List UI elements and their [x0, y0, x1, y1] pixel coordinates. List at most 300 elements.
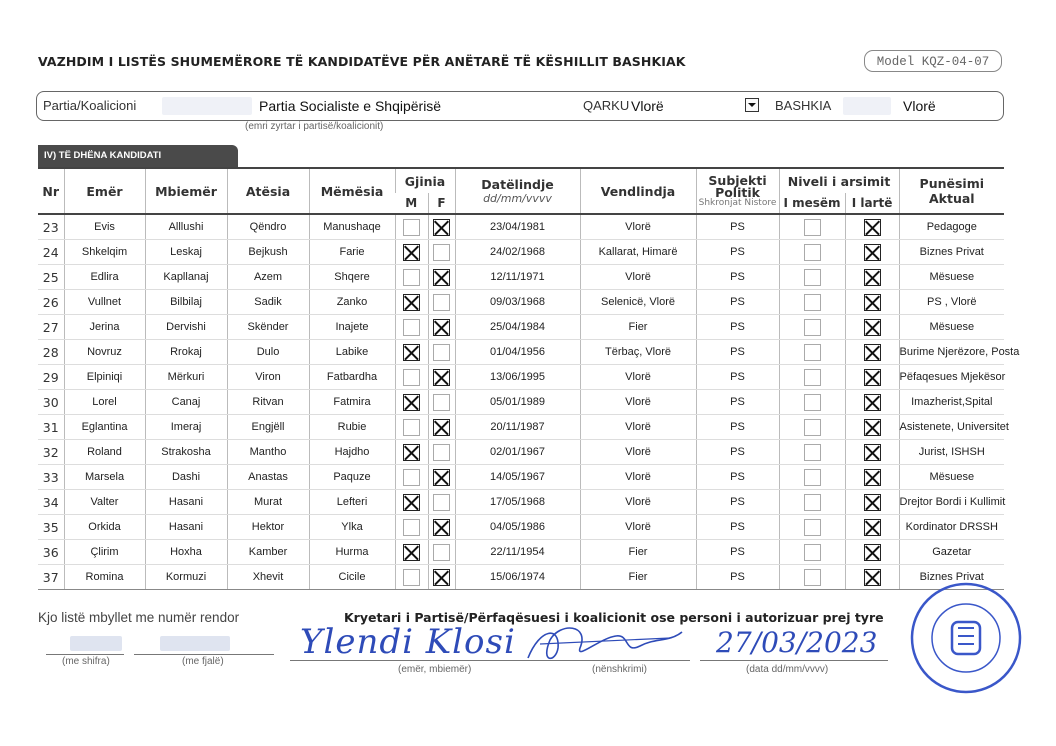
cell-emer: Roland — [64, 440, 145, 465]
checkbox-icon[interactable] — [403, 444, 420, 461]
gender-f-cell — [428, 240, 455, 265]
cell-punesimi: Kordinator DRSSH — [899, 515, 1004, 540]
gender-f-cell — [428, 540, 455, 565]
cell-vendlindja: Vlorë — [580, 490, 696, 515]
cell-atesia: Anastas — [227, 465, 309, 490]
cell-punesimi: Pëfaqesues Mjekësor — [899, 365, 1004, 390]
cell-memesia: Shqere — [309, 265, 395, 290]
cell-atesia: Azem — [227, 265, 309, 290]
edu-mesem-cell — [779, 315, 845, 340]
col-punesimi: Punësimi Aktual — [899, 168, 1004, 214]
date-format: dd/mm/vvvv — [483, 192, 552, 205]
cell-datelindje: 15/06/1974 — [455, 565, 580, 590]
table-row — [38, 440, 1004, 465]
col-larte: I lartë — [845, 193, 899, 214]
col-mesem: I mesëm — [779, 193, 845, 214]
col-f: F — [428, 193, 455, 214]
cell-subjekti: PS — [696, 240, 779, 265]
edu-mesem-cell — [779, 565, 845, 590]
handwritten-name: Ylendi Klosi — [300, 622, 516, 662]
cell-datelindje: 01/04/1956 — [455, 340, 580, 365]
cell-mbiemer: Bilbilaj — [145, 290, 227, 315]
checkbox-icon[interactable] — [804, 394, 821, 411]
gender-m-cell — [395, 315, 428, 340]
cell-vendlindja: Kallarat, Himarë — [580, 240, 696, 265]
cell-atesia: Qëndro — [227, 214, 309, 240]
cell-vendlindja: Vlorë — [580, 265, 696, 290]
checkbox-icon[interactable] — [433, 294, 450, 311]
checkbox-icon[interactable] — [864, 369, 881, 386]
gender-m-cell — [395, 365, 428, 390]
cell-mbiemer: Imeraj — [145, 415, 227, 440]
edu-mesem-cell — [779, 290, 845, 315]
row-number: 28 — [38, 340, 64, 365]
cell-memesia: Zanko — [309, 290, 395, 315]
gender-f-cell — [428, 290, 455, 315]
cell-punesimi: Jurist, ISHSH — [899, 440, 1004, 465]
edu-mesem-cell — [779, 340, 845, 365]
gender-m-cell — [395, 540, 428, 565]
edu-larte-cell — [845, 415, 899, 440]
cell-atesia: Bejkush — [227, 240, 309, 265]
cell-emer: Evis — [64, 214, 145, 240]
col-subjekti — [696, 168, 779, 214]
cell-emer: Eglantina — [64, 415, 145, 440]
checkbox-icon[interactable] — [864, 419, 881, 436]
cell-emer: Orkida — [64, 515, 145, 540]
signature-icon — [520, 618, 690, 668]
cell-mbiemer: Mërkuri — [145, 365, 227, 390]
cell-punesimi: Biznes Privat — [899, 240, 1004, 265]
row-number: 27 — [38, 315, 64, 340]
cell-memesia: Rubie — [309, 415, 395, 440]
model-code: Model KQZ-04-07 — [864, 50, 1002, 72]
checkbox-icon[interactable] — [403, 419, 420, 436]
shifra-line — [46, 654, 124, 655]
cell-datelindje: 12/11/1971 — [455, 265, 580, 290]
cell-datelindje: 22/11/1954 — [455, 540, 580, 565]
gender-m-cell — [395, 290, 428, 315]
gender-f-cell — [428, 465, 455, 490]
party-sublabel: (emri zyrtar i partisë/koalicionit) — [245, 121, 384, 132]
checkbox-icon[interactable] — [433, 569, 450, 586]
row-number: 37 — [38, 565, 64, 590]
cell-vendlindja: Vlorë — [580, 515, 696, 540]
checkbox-icon[interactable] — [403, 519, 420, 536]
edu-larte-cell — [845, 365, 899, 390]
party-field — [36, 91, 1004, 121]
edu-mesem-cell — [779, 214, 845, 240]
table-row — [38, 240, 1004, 265]
checkbox-icon[interactable] — [403, 469, 420, 486]
checkbox-icon[interactable] — [864, 394, 881, 411]
edu-mesem-cell — [779, 390, 845, 415]
checkbox-icon[interactable] — [864, 519, 881, 536]
checkbox-icon[interactable] — [804, 294, 821, 311]
fjale-label: (me fjalë) — [182, 656, 224, 667]
cell-mbiemer: Dashi — [145, 465, 227, 490]
cell-datelindje: 24/02/1968 — [455, 240, 580, 265]
checkbox-icon[interactable] — [864, 569, 881, 586]
cell-emer: Elpiniqi — [64, 365, 145, 390]
table-row — [38, 565, 1004, 590]
cell-datelindje: 14/05/1967 — [455, 465, 580, 490]
party-value[interactable]: Partia Socialiste e Shqipërisë — [259, 98, 442, 114]
checkbox-icon[interactable] — [804, 244, 821, 261]
cell-mbiemer: Hasani — [145, 490, 227, 515]
checkbox-icon[interactable] — [804, 444, 821, 461]
bashkia-value[interactable]: Vlorë — [903, 98, 936, 114]
cell-mbiemer: Kapllanaj — [145, 265, 227, 290]
checkbox-icon[interactable] — [864, 319, 881, 336]
cell-punesimi: Mësuese — [899, 315, 1004, 340]
qarku-label: QARKU — [583, 98, 630, 113]
edu-mesem-cell — [779, 440, 845, 465]
gender-f-cell — [428, 214, 455, 240]
gender-m-cell — [395, 390, 428, 415]
checkbox-icon[interactable] — [403, 369, 420, 386]
edu-larte-cell — [845, 214, 899, 240]
cell-mbiemer: Kormuzi — [145, 565, 227, 590]
cell-mbiemer: Rrokaj — [145, 340, 227, 365]
checkbox-icon[interactable] — [804, 219, 821, 236]
cell-subjekti: PS — [696, 565, 779, 590]
cell-atesia: Ritvan — [227, 390, 309, 415]
cell-punesimi: Drejtor Bordi i Kullimit — [899, 490, 1004, 515]
col-niveli: Niveli i arsimit — [779, 168, 899, 193]
cell-atesia: Dulo — [227, 340, 309, 365]
cell-mbiemer: Hoxha — [145, 540, 227, 565]
cell-memesia: Farie — [309, 240, 395, 265]
gender-m-cell — [395, 515, 428, 540]
edu-larte-cell — [845, 540, 899, 565]
row-number: 34 — [38, 490, 64, 515]
checkbox-icon[interactable] — [804, 344, 821, 361]
subjekti-sublabel: Shkronjat Nistore — [698, 197, 777, 208]
redaction — [843, 97, 891, 115]
checkbox-icon[interactable] — [403, 344, 420, 361]
cell-punesimi: Asistenete, Universitet — [899, 415, 1004, 440]
section-tab: IV) TË DHËNA KANDIDATI — [38, 145, 238, 167]
cell-atesia: Hektor — [227, 515, 309, 540]
cell-emer: Novruz — [64, 340, 145, 365]
checkbox-icon[interactable] — [433, 469, 450, 486]
cell-vendlindja: Tërbaç, Vlorë — [580, 340, 696, 365]
checkbox-icon[interactable] — [433, 444, 450, 461]
checkbox-icon[interactable] — [403, 319, 420, 336]
checkbox-icon[interactable] — [433, 419, 450, 436]
cell-memesia: Manushaqe — [309, 214, 395, 240]
cell-subjekti: PS — [696, 290, 779, 315]
table-row — [38, 415, 1004, 440]
checkbox-icon[interactable] — [804, 569, 821, 586]
edu-mesem-cell — [779, 540, 845, 565]
edu-mesem-cell — [779, 515, 845, 540]
cell-mbiemer: Leskaj — [145, 240, 227, 265]
shifra-label: (me shifra) — [62, 656, 110, 667]
cell-vendlindja: Vlorë — [580, 415, 696, 440]
edu-larte-cell — [845, 440, 899, 465]
cell-datelindje: 23/04/1981 — [455, 214, 580, 240]
cell-vendlindja: Fier — [580, 565, 696, 590]
edu-larte-cell — [845, 340, 899, 365]
cell-punesimi: Mësuese — [899, 265, 1004, 290]
checkbox-icon[interactable] — [403, 569, 420, 586]
cell-punesimi: Burime Njerëzore, Posta — [899, 340, 1004, 365]
cell-subjekti: PS — [696, 490, 779, 515]
cell-vendlindja: Vlorë — [580, 390, 696, 415]
checkbox-icon[interactable] — [433, 494, 450, 511]
cell-emer: Çlirim — [64, 540, 145, 565]
gender-f-cell — [428, 565, 455, 590]
cell-emer: Shkelqim — [64, 240, 145, 265]
checkbox-icon[interactable] — [864, 344, 881, 361]
cell-memesia: Fatbardha — [309, 365, 395, 390]
cell-subjekti: PS — [696, 390, 779, 415]
col-emer: Emër — [64, 168, 145, 214]
cell-memesia: Ylka — [309, 515, 395, 540]
cell-atesia: Engjëll — [227, 415, 309, 440]
cell-memesia: Fatmira — [309, 390, 395, 415]
cell-subjekti: PS — [696, 515, 779, 540]
cell-vendlindja: Selenicë, Vlorë — [580, 290, 696, 315]
checkbox-icon[interactable] — [403, 269, 420, 286]
date-label: (data dd/mm/vvvv) — [746, 664, 829, 675]
cell-emer: Marsela — [64, 465, 145, 490]
table-row — [38, 465, 1004, 490]
cell-emer: Vullnet — [64, 290, 145, 315]
col-vendlindja: Vendlindja — [580, 168, 696, 214]
row-number: 36 — [38, 540, 64, 565]
col-mbiemer: Mbiemër — [145, 168, 227, 214]
checkbox-icon[interactable] — [864, 294, 881, 311]
subjekti-label: Subjekti Politik — [708, 172, 767, 200]
gender-m-cell — [395, 214, 428, 240]
cell-datelindje: 25/04/1984 — [455, 315, 580, 340]
checkbox-icon[interactable] — [864, 494, 881, 511]
cell-memesia: Cicile — [309, 565, 395, 590]
checkbox-icon[interactable] — [804, 369, 821, 386]
checkbox-icon[interactable] — [433, 219, 450, 236]
gender-f-cell — [428, 390, 455, 415]
cell-punesimi: Gazetar — [899, 540, 1004, 565]
table-row — [38, 265, 1004, 290]
checkbox-icon[interactable] — [433, 544, 450, 561]
checkbox-icon[interactable] — [804, 544, 821, 561]
closing-label: Kjo listë mbyllet me numër rendor — [38, 610, 240, 625]
gender-m-cell — [395, 340, 428, 365]
qarku-value[interactable]: Vlorë — [631, 98, 664, 114]
checkbox-icon[interactable] — [433, 344, 450, 361]
redaction — [162, 97, 252, 115]
row-number: 25 — [38, 265, 64, 290]
stamp-icon — [906, 578, 1026, 698]
cell-atesia: Xhevit — [227, 565, 309, 590]
table-row — [38, 340, 1004, 365]
cell-datelindje: 13/06/1995 — [455, 365, 580, 390]
cell-datelindje: 17/05/1968 — [455, 490, 580, 515]
cell-atesia: Sadik — [227, 290, 309, 315]
checkbox-icon[interactable] — [403, 494, 420, 511]
row-number: 29 — [38, 365, 64, 390]
checkbox-icon[interactable] — [804, 319, 821, 336]
cell-mbiemer: Alllushi — [145, 214, 227, 240]
cell-subjekti: PS — [696, 214, 779, 240]
cell-memesia: Lefteri — [309, 490, 395, 515]
gender-f-cell — [428, 265, 455, 290]
cell-punesimi: Pedagoge — [899, 214, 1004, 240]
fjale-line — [134, 654, 274, 655]
checkbox-icon[interactable] — [864, 219, 881, 236]
signatory-label: Kryetari i Partisë/Përfaqësuesi i koalicionit ose personi i autorizuar prej tyre — [344, 610, 884, 625]
table-row — [38, 214, 1004, 240]
checkbox-icon[interactable] — [864, 244, 881, 261]
checkbox-icon[interactable] — [804, 269, 821, 286]
party-label: Partia/Koalicioni — [43, 98, 137, 113]
gender-m-cell — [395, 240, 428, 265]
cell-memesia: Inajete — [309, 315, 395, 340]
table-body — [38, 214, 1020, 590]
cell-vendlindja: Vlorë — [580, 440, 696, 465]
col-nr: Nr — [38, 168, 64, 214]
name-label: (emër, mbiemër) — [398, 664, 472, 675]
table-row — [38, 315, 1004, 340]
cell-subjekti: PS — [696, 540, 779, 565]
cell-datelindje: 09/03/1968 — [455, 290, 580, 315]
cell-subjekti: PS — [696, 365, 779, 390]
col-gjinia: Gjinia — [395, 168, 455, 193]
cell-mbiemer: Strakosha — [145, 440, 227, 465]
gender-f-cell — [428, 515, 455, 540]
table-row — [38, 490, 1004, 515]
cell-memesia: Labike — [309, 340, 395, 365]
gender-m-cell — [395, 415, 428, 440]
cell-datelindje: 02/01/1967 — [455, 440, 580, 465]
checkbox-icon[interactable] — [804, 419, 821, 436]
cell-subjekti: PS — [696, 415, 779, 440]
checkbox-icon[interactable] — [403, 394, 420, 411]
row-number: 26 — [38, 290, 64, 315]
row-number: 33 — [38, 465, 64, 490]
chevron-down-icon[interactable] — [745, 98, 759, 112]
edu-larte-cell — [845, 565, 899, 590]
table-row — [38, 540, 1004, 565]
edu-larte-cell — [845, 240, 899, 265]
gender-f-cell — [428, 340, 455, 365]
row-number: 30 — [38, 390, 64, 415]
cell-atesia: Kamber — [227, 540, 309, 565]
table-row — [38, 365, 1004, 390]
col-datelindje — [455, 168, 580, 214]
checkbox-icon[interactable] — [804, 469, 821, 486]
edu-larte-cell — [845, 490, 899, 515]
cell-emer: Edlira — [64, 265, 145, 290]
checkbox-icon[interactable] — [403, 244, 420, 261]
edu-mesem-cell — [779, 465, 845, 490]
cell-datelindje: 05/01/1989 — [455, 390, 580, 415]
cell-emer: Lorel — [64, 390, 145, 415]
cell-vendlindja: Fier — [580, 315, 696, 340]
cell-subjekti: PS — [696, 265, 779, 290]
date-line — [700, 660, 888, 661]
cell-mbiemer: Canaj — [145, 390, 227, 415]
edu-mesem-cell — [779, 265, 845, 290]
handwritten-date: 27/03/2023 — [716, 626, 878, 659]
edu-larte-cell — [845, 465, 899, 490]
checkbox-icon[interactable] — [433, 394, 450, 411]
gender-f-cell — [428, 440, 455, 465]
edu-mesem-cell — [779, 415, 845, 440]
col-m: M — [395, 193, 428, 214]
checkbox-icon[interactable] — [804, 519, 821, 536]
gender-f-cell — [428, 490, 455, 515]
bashkia-label: BASHKIA — [775, 98, 832, 113]
gender-m-cell — [395, 490, 428, 515]
cell-memesia: Paquze — [309, 465, 395, 490]
edu-larte-cell — [845, 515, 899, 540]
cell-atesia: Mantho — [227, 440, 309, 465]
redaction — [70, 636, 122, 651]
table-row — [38, 390, 1004, 415]
cell-memesia: Hurma — [309, 540, 395, 565]
cell-subjekti: PS — [696, 465, 779, 490]
cell-atesia: Skënder — [227, 315, 309, 340]
checkbox-icon[interactable] — [864, 444, 881, 461]
cell-emer: Valter — [64, 490, 145, 515]
checkbox-icon[interactable] — [433, 269, 450, 286]
gender-f-cell — [428, 365, 455, 390]
cell-punesimi: Imazherist,Spital — [899, 390, 1004, 415]
cell-punesimi: Biznes Privat — [899, 565, 1004, 590]
gender-m-cell — [395, 565, 428, 590]
table-row — [38, 290, 1004, 315]
checkbox-icon[interactable] — [403, 219, 420, 236]
checkbox-icon[interactable] — [433, 369, 450, 386]
checkbox-icon[interactable] — [864, 544, 881, 561]
checkbox-icon[interactable] — [403, 544, 420, 561]
cell-vendlindja: Vlorë — [580, 214, 696, 240]
edu-larte-cell — [845, 390, 899, 415]
cell-mbiemer: Dervishi — [145, 315, 227, 340]
edu-mesem-cell — [779, 365, 845, 390]
cell-datelindje: 04/05/1986 — [455, 515, 580, 540]
checkbox-icon[interactable] — [864, 469, 881, 486]
checkbox-icon[interactable] — [433, 244, 450, 261]
edu-mesem-cell — [779, 240, 845, 265]
checkbox-icon[interactable] — [864, 269, 881, 286]
row-number: 24 — [38, 240, 64, 265]
cell-emer: Jerina — [64, 315, 145, 340]
edu-larte-cell — [845, 265, 899, 290]
cell-vendlindja: Fier — [580, 540, 696, 565]
cell-emer: Romina — [64, 565, 145, 590]
gender-m-cell — [395, 465, 428, 490]
checkbox-icon[interactable] — [804, 494, 821, 511]
checkbox-icon[interactable] — [433, 319, 450, 336]
checkbox-icon[interactable] — [433, 519, 450, 536]
datelindje-label: Datëlindje — [481, 177, 554, 192]
cell-datelindje: 20/11/1987 — [455, 415, 580, 440]
cell-punesimi: Mësuese — [899, 465, 1004, 490]
cell-subjekti: PS — [696, 340, 779, 365]
cell-mbiemer: Hasani — [145, 515, 227, 540]
gender-f-cell — [428, 415, 455, 440]
row-number: 32 — [38, 440, 64, 465]
page-title: VAZHDIM I LISTËS SHUMEMËRORE TË KANDIDATËVE PËR ANËTARË TË KËSHILLIT BASHKIAK — [38, 54, 686, 69]
checkbox-icon[interactable] — [403, 294, 420, 311]
cell-punesimi: PS , Vlorë — [899, 290, 1004, 315]
cell-memesia: Hajdho — [309, 440, 395, 465]
